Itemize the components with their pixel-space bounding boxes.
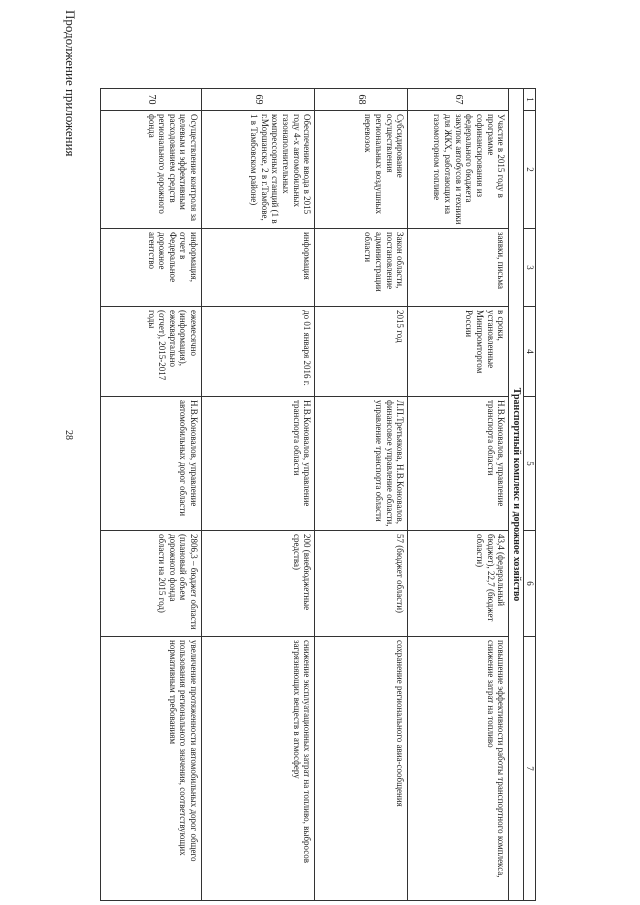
section-title: Транспортный комплекс и дорожное хозяйство <box>509 89 524 901</box>
funding-cell: 200 (внебюджетные средства) <box>202 531 315 637</box>
plan-table-container <box>100 88 536 900</box>
document-form-cell: Закон области, постановление администрации области <box>315 229 408 307</box>
responsible-cell: Н.В.Коновалов, управление транспорта области <box>408 397 509 531</box>
deadline-cell: 2015 год <box>315 307 408 397</box>
column-number: 2 <box>524 111 536 229</box>
row-number: 68 <box>315 89 408 111</box>
result-cell: сохранение регионального авиа-сообщения <box>315 637 408 901</box>
result-cell: увеличение протяженности автомобильных дорог общего пользования регионального значения, соответствующих нормативным требованиям <box>101 637 202 901</box>
measure-cell: Обеспечение ввода в 2015 году 4-х автомобильных газонаполнительных компрессорных станций (1 в г.Моршанске, 2 в г.Тамбове, 1 в Тамбовском районе) <box>202 111 315 229</box>
plan-table <box>100 88 536 901</box>
result-cell: повышение эффективности работы транспортного комплекса, снижение затрат на топливо <box>408 637 509 901</box>
responsible-cell: Н.В.Коновалов, управление транспорта области <box>202 397 315 531</box>
continuation-heading: Продолжение приложения <box>63 10 78 157</box>
result-cell: снижение эксплуатационных затрат на топливо, выбросов загрязняющих веществ в атмосферу <box>202 637 315 901</box>
table-row <box>202 89 315 901</box>
column-number: 6 <box>524 531 536 637</box>
column-number: 7 <box>524 637 536 901</box>
document-form-cell: информация <box>202 229 315 307</box>
funding-cell: 57 (бюджет области) <box>315 531 408 637</box>
column-number: 3 <box>524 229 536 307</box>
document-form-cell: заявки, письма <box>408 229 509 307</box>
measure-cell: Участие в 2015 году в программе софинансирования из федерального бюджета закупок автобусов и техники для ЖКХ, работающих на газомоторном топливе <box>408 111 509 229</box>
responsible-cell: Н.В.Коновалов, управление автомобильных дорог области <box>101 397 202 531</box>
measure-cell: Осуществление контроля за целевым и эффективным расходованием средств регионального дорожного фонда <box>101 111 202 229</box>
table-row <box>315 89 408 901</box>
deadline-cell: ежемесячно (информация), ежеквартально (отчет), 2015-2017 годы <box>101 307 202 397</box>
column-number-row <box>524 89 536 901</box>
row-number: 69 <box>202 89 315 111</box>
deadline-cell: до 01 января 2016 г. <box>202 307 315 397</box>
column-number: 1 <box>524 89 536 111</box>
column-number: 5 <box>524 397 536 531</box>
table-row <box>101 89 202 901</box>
column-number: 4 <box>524 307 536 397</box>
table-row <box>408 89 509 901</box>
row-number: 70 <box>101 89 202 111</box>
funding-cell: 43,4 (федеральный бюджет), 22,7 (бюджет области) <box>408 531 509 637</box>
row-number: 67 <box>408 89 509 111</box>
responsible-cell: Л.П.Третьякова, Н.В.Коновалов, финансовое управление области, управление транспорта области <box>315 397 408 531</box>
deadline-cell: в сроки, установленные Минпромторгом России <box>408 307 509 397</box>
section-row <box>509 89 524 901</box>
measure-cell: Субсидирование осуществления региональных воздушных перевозок <box>315 111 408 229</box>
document-form-cell: информация, отчет в Федеральное дорожное агентство <box>101 229 202 307</box>
page-number: 28 <box>63 430 74 440</box>
funding-cell: 2806,3 – бюджет области (плановый объем дорожного фонда области на 2015 год) <box>101 531 202 637</box>
